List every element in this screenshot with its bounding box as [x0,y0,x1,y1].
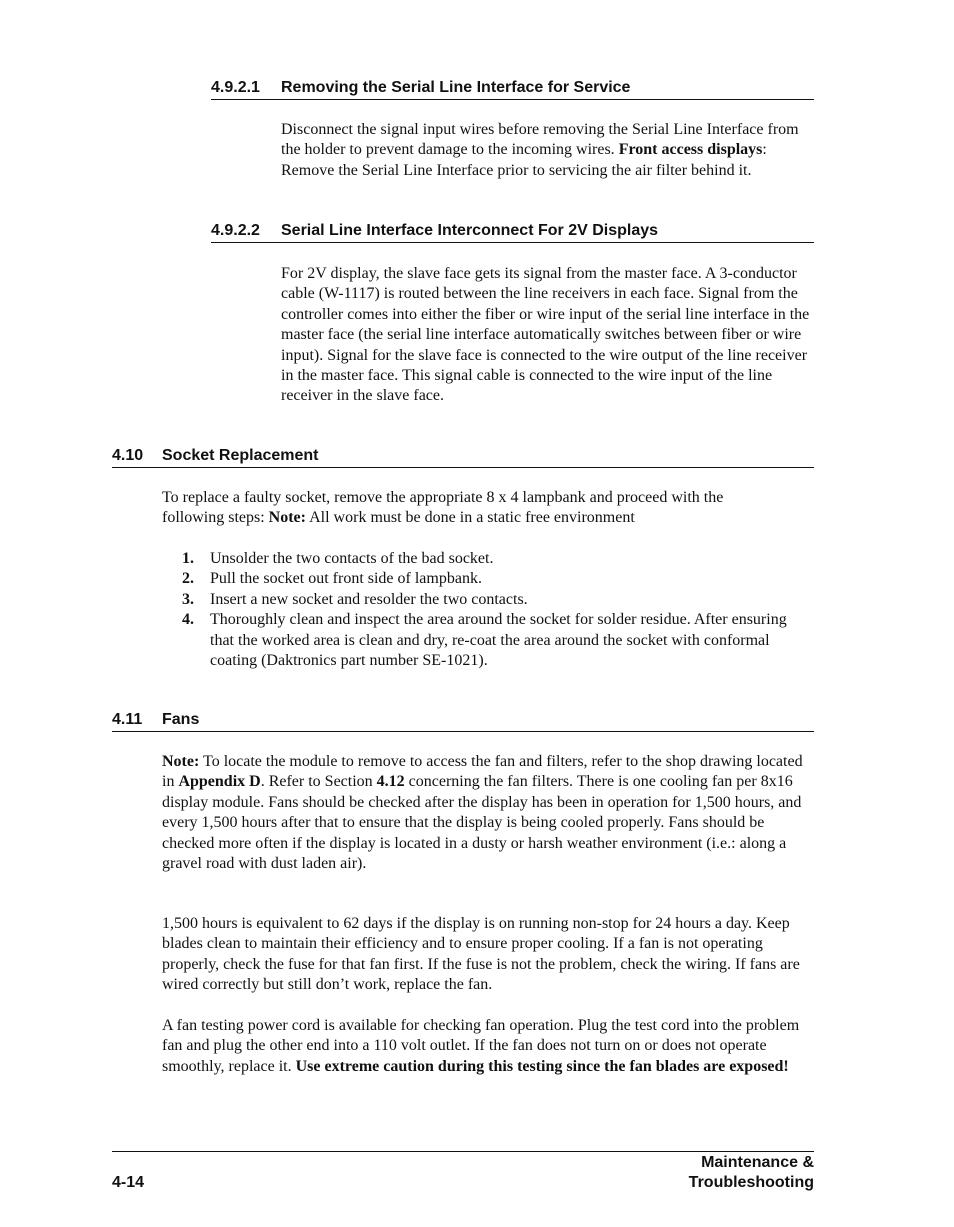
section-title: Fans [162,711,200,728]
paragraph-text: : Remove the Serial Line Interface prior to servicing the air filter behind it. [281,141,767,179]
list-number: 1. [182,550,194,567]
paragraph-text: To locate the module to remove to access the fan and filters, refer to the shop drawing located in [162,753,803,791]
paragraph [162,914,802,996]
list-text: Insert a new socket and resolder the two contacts. [210,590,528,608]
paragraph-text: 1,500 hours is equivalent to 62 days if the display is on running non-stop for 24 hours a day. Keep blades clean to maintain their efficiency and to ensure proper cooling. If a fan is not operating properly, check the fuse for that fan first. If the fuse is not the problem, check the wiring. If fans are wired correctly but still don’t work, replace the fan. [162,915,800,994]
paragraph-text: A fan testing power cord is available for checking fan operation. Plug the test cord into the problem fan and plug the other end into a 110 volt outlet. If the fan does not turn on or does not operate smoothly, replace it. [162,1017,800,1075]
section-number: 4.10 [112,447,144,464]
section-heading-4-9-2-2 [211,222,814,243]
list-number: 4. [182,611,194,629]
list-text: Pull the socket out front side of lampbank. [210,570,482,588]
bold-text: Appendix D [178,773,261,791]
footer-rule [112,1151,814,1152]
list-text: Unsolder the two contacts of the bad socket. [210,550,494,567]
section-heading-4-10 [112,447,814,468]
chapter-title [689,1153,814,1193]
steps-list [162,549,807,671]
section-number: 4.9.2.2 [211,222,260,239]
page-number: 4-14 [112,1174,145,1191]
paragraph-text: Disconnect the signal input wires before removing the Serial Line Interface from the holder to prevent damage to the incoming wires. [281,121,799,159]
note-label: Note: [268,509,306,527]
section-heading-4-11 [112,711,814,732]
chapter-title-line: Maintenance & [701,1154,814,1171]
paragraph-text: For 2V display, the slave face gets its signal from the master face. A 3-conductor cable (W-1117) is routed between the line receivers in each face. Signal from the controller comes into either the fiber or wire input of the serial line interface in the master face (the serial line interface automatically switches between fiber or wire input). Signal for the slave face is connected to the wire output of the line receiver in the master face. This signal cable is connected to the wire input of the line receiver in the slave face. [281,265,810,405]
note-label: Note: [162,753,200,770]
bold-text: Use extreme caution during this testing since the fan blades are exposed! [295,1057,789,1075]
list-number: 2. [182,570,194,588]
list-item [162,549,807,569]
paragraph [162,488,787,529]
section-number: 4.9.2.1 [211,79,260,96]
paragraph-text: To replace a faulty socket, remove the appropriate 8 x 4 lampbank and proceed with the following steps: [162,489,724,527]
bold-text: Front access displays [618,141,763,159]
paragraph [281,264,816,407]
paragraph [281,120,816,181]
bold-text: 4.12 [376,773,405,791]
section-title: Removing the Serial Line Interface for Service [281,79,631,96]
list-text: Thoroughly clean and inspect the area around the socket for solder residue. After ensuring that the worked area is clean and dry, re-coat the area around the socket with conformal coating (Daktronics part number SE-1021). [210,611,787,670]
section-heading-4-9-2-1 [211,79,814,100]
paragraph [162,1016,802,1077]
paragraph-text: All work must be done in a static free environment [309,509,635,527]
paragraph [162,752,814,874]
list-number: 3. [182,590,194,608]
paragraph-text: concerning the fan filters. There is one cooling fan per 8x16 display module. Fans should be checked after the display has been in operation for 1,500 hours, and every 1,500 hours after that to ensure that the display is being cooled properly. Fans should be checked more often if the display is located in a dusty or harsh weather environment (i.e.: along a gravel road with dust laden air). [162,773,802,873]
list-item [162,569,807,589]
section-title: Serial Line Interface Interconnect For 2V Displays [281,222,659,239]
list-item [162,610,807,671]
section-title: Socket Replacement [162,447,319,464]
chapter-title-line: Troubleshooting [688,1174,814,1191]
list-item [162,590,807,610]
section-number: 4.11 [112,711,143,728]
paragraph-text: . Refer to Section [260,773,373,791]
